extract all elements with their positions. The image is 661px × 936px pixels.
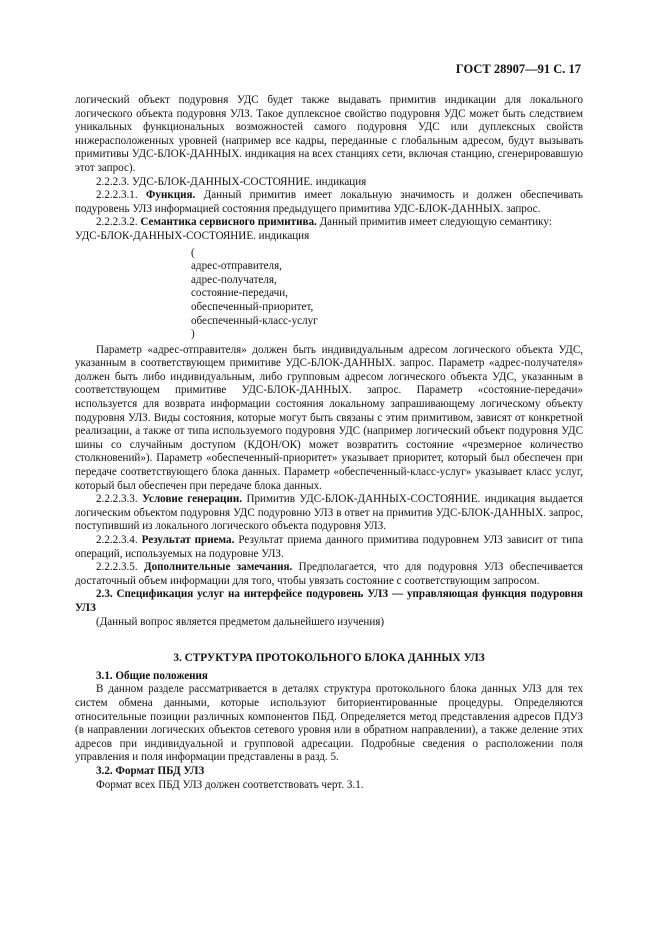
- clause-2-3-heading: 2.3. Спецификация услуг на интерфейсе подуровень УЛЗ — управляющая функция подуровня УЛЗ: [75, 588, 583, 614]
- parameter-list-item: обеспеченный-класс-услуг: [191, 314, 318, 327]
- clause-text: Результат приема данного примитива подуровнем УЛЗ зависит от типа операций, используемых на подуровне УЛЗ.: [75, 534, 584, 560]
- clause-3-1-heading: 3.1. Общие положения: [96, 669, 208, 682]
- clause-text: Данный примитив имеет локальную значимость и должен обеспечивать подуровень УЛЗ информацией состояния предыдущего примитива УДС-БЛОК-ДАННЫХ. запрос.: [75, 189, 583, 215]
- parameter-description: Параметр «адрес-отправителя» должен быть индивидуальным адресом логического объекта УДС, указанным в соответствующем примитиве УДС-БЛОК-ДАННЫХ. запрос. Параметр «адрес-получателя» должен быть либо индивидуальным, либо групповым адресом логического объекта УДС, указанным в соответствующем примитиве УДС-БЛОК-ДАННЫХ. запрос. Параметр «состояние-передачи» используется для возврата информации состояния локальному запрашивающему логическому объекту подуровня УЛЗ. Виды состояния, которые могут быть связаны с этим примитивом, зависят от конкретной реализации, а также от типа используемого подуровня УДС (например логический объект подуровня УДС шины со случайным доступом (КДОН/ОК) может возвратить состояние «чрезмерное количество столкновений»). Параметр «обеспеченный-приоритет» указывает приоритет, который был обеспечен при передаче соответствующего блока данных. Параметр «обеспеченный-класс-услуг» указывает класс услуг, который был обеспечен при передаче блока данных.: [75, 343, 583, 492]
- primitive-name: УДС-БЛОК-ДАННЫХ-СОСТОЯНИЕ. индикация: [75, 229, 310, 242]
- clause-2-2-2-3-heading: 2.2.2.3. УДС-БЛОК-ДАННЫХ-СОСТОЯНИЕ. индикация: [96, 175, 367, 188]
- clause-2-2-2-3-5: [75, 561, 583, 588]
- clause-2-3-note: (Данный вопрос является предметом дальнейшего изучения): [96, 615, 385, 628]
- section-3-title: 3. СТРУКТУРА ПРОТОКОЛЬНОГО БЛОКА ДАННЫХ УЛЗ: [173, 652, 485, 665]
- page-body: [75, 94, 583, 792]
- clause-number: 2.2.2.3.3.: [96, 493, 138, 506]
- clause-title: Дополнительные замечания.: [143, 561, 293, 574]
- parameter-list-item: состояние-передачи,: [191, 287, 288, 300]
- clause-title: Функция.: [145, 189, 196, 202]
- clause-2-2-2-3-4: [75, 534, 583, 561]
- parameter-list-item: (: [191, 246, 195, 259]
- clause-title: Результат приема.: [141, 534, 235, 546]
- paragraph-intro: логический объект подуровня УДС будет также выдавать примитив индикации для локального логического объекта подуровня УЛЗ. Такое дуплексное свойство подуровня УДС может быть следствием уникальных функциональных возможностей самого подуровня УДС или дуплексных свойств нижерасположенных уровней (например все кадры, переданные с глобальным адресом, будут вызывать примитивы УДС-БЛОК-ДАННЫХ. индикация на всех станциях сети, включая станцию, сгенерировавшую этот запрос).: [75, 94, 583, 174]
- parameter-list-item: адрес-отправителя,: [191, 260, 282, 273]
- clause-number: 2.2.2.3.5.: [96, 561, 138, 574]
- parameter-list: [191, 247, 583, 342]
- parameter-list-item: адрес-получателя,: [191, 273, 277, 286]
- running-head: ГОСТ 28907—91 С. 17: [455, 62, 581, 76]
- parameter-list-item: обеспеченный-приоритет,: [191, 300, 314, 313]
- clause-title: Семантика сервисного примитива.: [140, 216, 317, 229]
- clause-title: Условие генерации.: [142, 493, 243, 506]
- clause-2-2-2-3-1: [75, 189, 583, 216]
- clause-number: 2.2.2.3.2.: [96, 216, 138, 229]
- parameter-list-item: ): [191, 328, 195, 341]
- clause-text: Предполагается, что для подуровня УЛЗ обеспечивается достаточный объем информации для того, чтобы увязать состояние с соответствующим запросом.: [75, 561, 583, 587]
- clause-number: 2.2.2.3.1.: [96, 189, 138, 202]
- clause-2-2-2-3-2: [75, 216, 583, 230]
- clause-number: 2.2.2.3.4.: [96, 534, 138, 546]
- clause-2-2-2-3-3: [75, 493, 583, 534]
- clause-3-1-text: В данном разделе рассматривается в деталях структура протокольного блока данных УЛЗ для тех систем обмена данными, которые используют биториентированные процедуры. Определяются относительные позиции различных компонентов ПБД. Определяется метод представления адресов ПДУЗ (в направлении логических объектов сетевого уровня или в обратном направлении), а также деление этих адресов при индивидуальной и групповой адресации. Подробные сведения о расположении поля управления и поля информации представлены в разд. 5.: [75, 683, 583, 764]
- clause-text: Данный примитив имеет следующую семантику:: [319, 216, 552, 229]
- clause-text: Примитив УДС-БЛОК-ДАННЫХ-СОСТОЯНИЕ. индикация выдается логическим объектом подуровня УДС подуровню УЛЗ в ответ на примитив УДС-БЛОК-ДАННЫХ. запрос, поступивший из локального логического объекта подуровня УЛЗ.: [75, 493, 583, 533]
- clause-3-2-heading: 3.2. Формат ПБД УЛЗ: [96, 764, 205, 777]
- clause-3-2-text: Формат всех ПБД УЛЗ должен соответствовать черт. 3.1.: [96, 778, 364, 791]
